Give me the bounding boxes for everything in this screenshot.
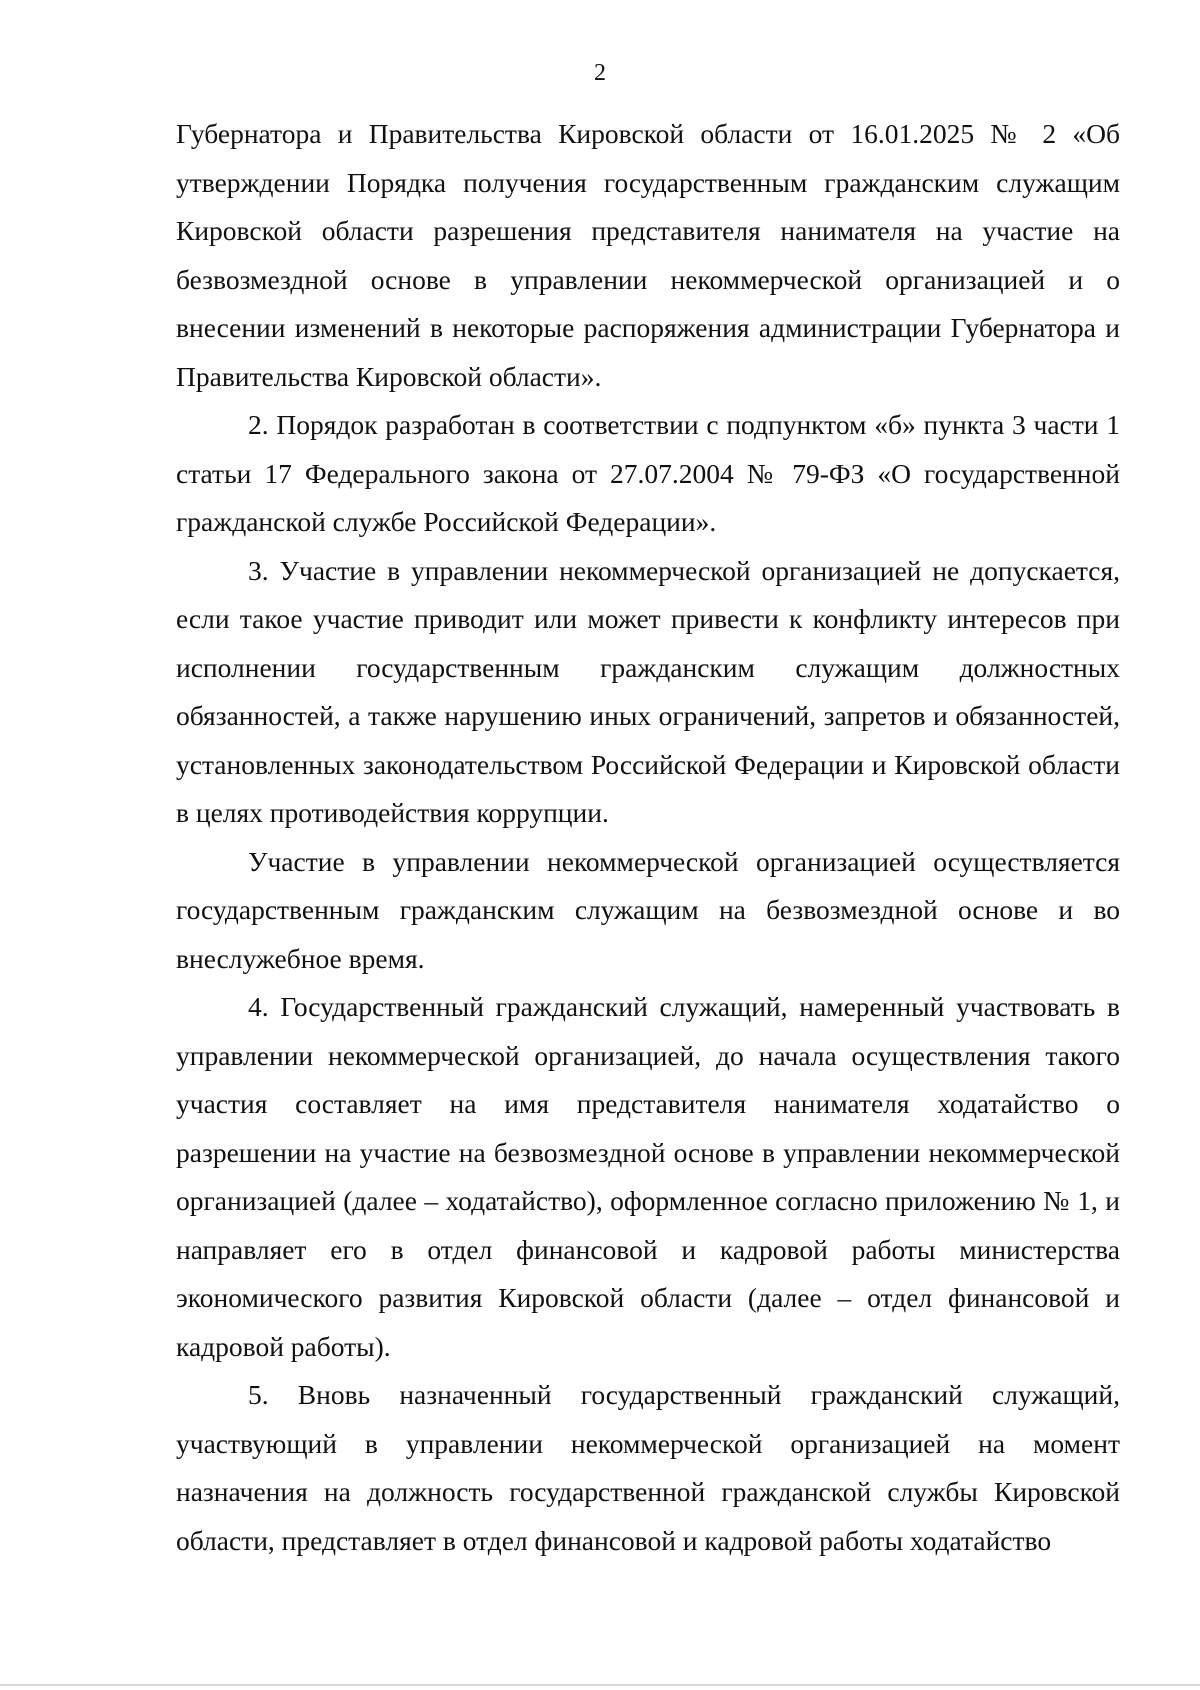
paragraph-item-3-continued: Участие в управлении некоммерческой организацией осуществляется государственным гражданским служащим на безвозмездной основе и во внеслужебное время. (176, 845, 1120, 974)
paragraph-item-3: 3. Участие в управлении некоммерческой организацией не допускается, если такое участие приводит или может привести к конфликту интересов при исполнении государственным гражданским служащим должностных обязанностей, а также нарушению иных ограничений, запретов и обязанностей, установленных законодательством Российской Федерации и Кировской области в целях противодействия коррупции. (176, 554, 1120, 828)
paragraph-item-4: 4. Государственный гражданский служащий, намеренный участвовать в управлении некоммерческой организацией, до начала осуществления такого участия составляет на имя представителя нанимателя ходатайство о разрешении на участие на безвозмездной основе в управлении некоммерческой организацией (далее – ходатайство), оформленное согласно приложению № 1, и направляет его в отдел финансовой и кадровой работы министерства экономического развития Кировской области (далее – отдел финансовой и кадровой работы). (176, 991, 1120, 1362)
page-number: 2 (594, 60, 606, 86)
document-body (176, 110, 1120, 1565)
paragraph-item-2: 2. Порядок разработан в соответствии с подпунктом «б» пункта 3 части 1 статьи 17 Федерального закона от 27.07.2004 № 79-ФЗ «О государственной гражданской службе Российской Федерации». (176, 409, 1120, 537)
paragraph-continuation: Губернатора и Правительства Кировской области от 16.01.2025 № 2 «Об утверждении Порядка получения государственным гражданским служащим Кировской области разрешения представителя нанимателя на участие на безвозмездной основе в управлении некоммерческой организацией и о внесении изменений в некоторые распоряжения администрации Губернатора и Правительства Кировской области». (176, 118, 1120, 392)
scan-bottom-edge (0, 1684, 1200, 1686)
paragraph-item-5: 5. Вновь назначенный государственный гражданский служащий, участвующий в управлении некоммерческой организацией на момент назначения на должность государственной гражданской службы Кировской области, представляет в отдел финансовой и кадровой работы ходатайство (176, 1379, 1120, 1556)
